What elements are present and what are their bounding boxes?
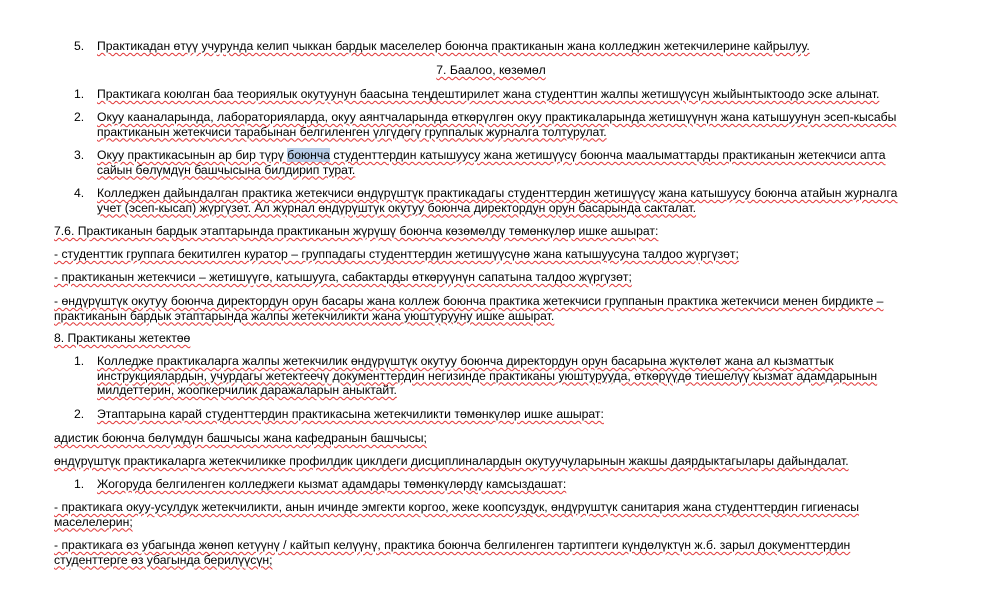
list-number: 2. (74, 407, 85, 421)
list-number: 5. (74, 39, 85, 53)
list-number: 1. (74, 354, 85, 368)
list-text[interactable]: Окуу практикасынын ар бир түрү боюнча студенттердин катышуусу жана жетишүүсү боюнча маалыматтарды практиканын жетекчиси апта сайын бөлүмдүн башчысына билдирип турат. (97, 148, 886, 177)
dash-item[interactable]: - студенттик группага бекитилген куратор – группадагы студенттердин жетишүүсүнө жана катышуусуна талдоо жүргүзөт; (54, 247, 739, 261)
dash-item[interactable]: - практикага өз убагында жөнөп кетүүнү / кайтып келүүнү, практика боюнча белгиленген тартиптеги күндөлүктүн ж.б. зарыл документтердин студенттерге өз убагында берилүүсүн; (54, 538, 851, 567)
list-text[interactable]: Колледжен дайындалган практика жетекчиси өндүрүштүк практикадагы студенттердин жетишүүсү жана катышуусу боюнча атайын журналга учет (эсеп-кысап) жүргүзөт. Ал журнал өндүрүштүк окутуу боюнча директордун орун басарында сакталат. (97, 186, 898, 215)
list-text[interactable]: Этаптарына карай студенттердин практикасына жетекчиликти төмөнкүлөр ишке ашырат: (97, 407, 604, 421)
list-text[interactable]: Окуу кааналарында, лабораторияларда, окуу аянтчаларында өткөрүлгөн окуу практикаларында жетишүүнүн жана катышуунун эсеп-кысабы практиканын жетекчиси тарабынан белгиленген үлгүдөгү группалык журналга толтурулат. (97, 110, 897, 139)
dash-item[interactable]: - өндүрүштүк окутуу боюнча директордун орун басары жана коллеж боюнча практика жетекчиси группанын практика жетекчиси менен бирдикте – практиканын бардык этаптарында жалпы жетекчиликти жана уюштурууну ишке ашырат. (54, 294, 884, 323)
section-7-title: 7. Баалоо, көзөмөл (436, 63, 546, 77)
list-number: 4. (74, 186, 85, 200)
paragraph-onduruush[interactable]: өндүрүштүк практикаларга жетекчиликке профилдик циклдеги дисциплиналардын окутуучуларынын жакшы даярдыктагылары дайындалат. (54, 454, 849, 468)
dash-item[interactable]: - практиканын жетекчиси – жетишүүгө, катышууга, сабактарды өткөрүүнүн сапатына талдоо жүргүзөт; (54, 270, 632, 284)
list-number: 1. (74, 477, 85, 491)
list-text[interactable]: Жогоруда белгиленген колледжеги кызмат адамдары төмөнкүлөрдү камсыздашат: (97, 477, 567, 491)
section-8-title[interactable]: 8. Практиканы жетектөө (54, 331, 191, 345)
list-text[interactable]: Практикадан өтүү учурунда келип чыккан бардык маселелер боюнча практиканын жана колледжин жетекчилерине кайрылуу. (97, 39, 810, 53)
list-text[interactable]: Практикага коюлган баа теориялык окутуунун баасына теңдештирилет жана студенттин жалпы жетишүүсүн жыйынтыктоодо эске алынат. (97, 87, 880, 101)
list-number: 3. (74, 148, 85, 162)
list-text[interactable]: Колледже практикаларга жалпы жетекчилик өндүрүштүк окутуу боюнча директордун орун басарына жүктөлөт жана ал кызматтык инструкциялардын, учурдагы жетектеечү документтердин негизинде практиканы уюштурууда, өткөрүүдө тиешелүү кызмат адамдарынын милдеттерин, жоопкерчилик даражаларын аныктайт. (97, 354, 878, 397)
paragraph-adistik[interactable]: адистик боюнча бөлүмдүн башчысы жана кафедранын башчысы; (54, 431, 427, 445)
paragraph-7-6[interactable]: 7.6. Практиканын бардык этаптарында практиканын жүрүшү боюнча көзөмөлдү төмөнкүлөр ишке ашырат: (54, 224, 659, 238)
list-number: 1. (74, 87, 85, 101)
dash-item[interactable]: - практикага окуу-усулдук жетекчиликти, анын ичинде эмгекти коргоо, жеке коопсуздук, өндүрүштүк санитария жана студенттердин гигиенасы маселелерин; (54, 500, 859, 529)
selected-word[interactable]: боюнча (287, 148, 330, 162)
list-number: 2. (74, 110, 85, 124)
